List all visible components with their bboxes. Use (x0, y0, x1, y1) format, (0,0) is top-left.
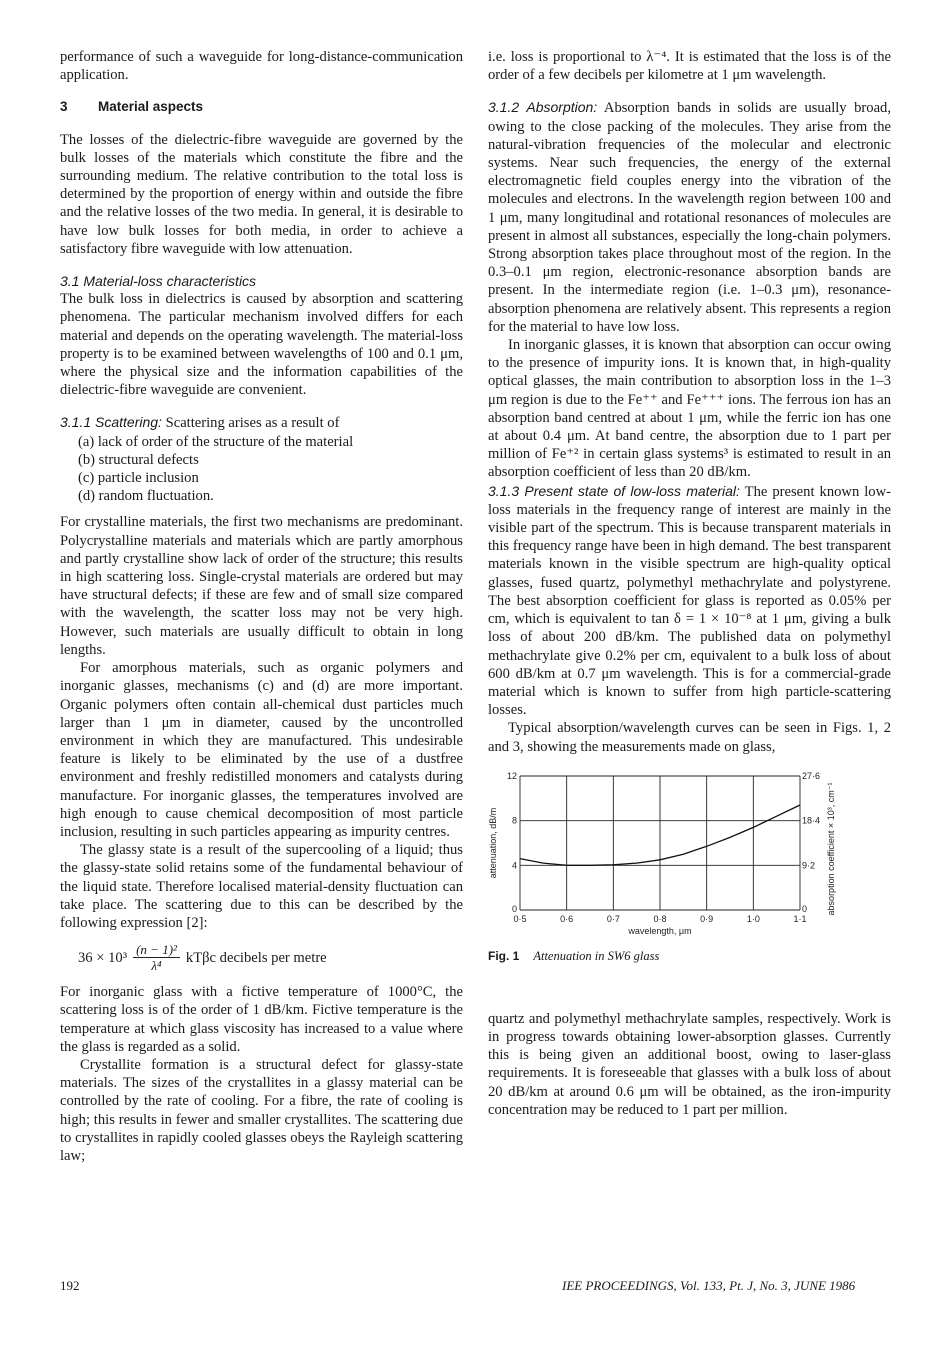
x-tick-label: 1·1 (793, 913, 807, 924)
scattering-intro-text: Scattering arises as a result of (161, 415, 340, 432)
list-item: (d) random fluctuation. (78, 488, 214, 505)
y-tick-label: 0 (511, 903, 517, 914)
y2-axis-label: absorption coefficient × 10³, cm⁻¹ (826, 782, 836, 916)
x-tick-label: 0·8 (653, 913, 667, 924)
section-3-heading (60, 98, 463, 116)
y-axis-label: attenuation, dB/m (488, 807, 498, 878)
typical-curves-paragraph: Typical absorption/wavelength curves can be seen in Figs. 1, 2 and 3, showing the measurements made on glass, (488, 720, 891, 755)
x-tick-label: 0·9 (700, 913, 714, 924)
absorption-text: Absorption bands in solids are usually broad, owing to the close packing of the molecules. They arise from the natural-vibration frequencies of the molecular and electronic systems. Near such frequencies, the energy of the external electromagnetic field couples energy into the vibration of the molecules and electrons. In the wavelength region between 100 and 1 μm, many longitudinal and rotational resonances of molecules are present in almost all substances, especially the long-chain polymers. Strong absorption takes place throughout most of the region. In the 0.3–0.1 μm region, electronic-resonance absorption bands are present. In the intermediate region (i.e. 1–0.3 μm), resonance-absorption phenomena are relatively absent. This represents a region for the material to have low loss. (488, 100, 892, 335)
section-3-paragraph: The losses of the dielectric-fibre waveguide are governed by the bulk losses of the materials which constitute the fibre and the surrounding medium. The relative contribution to the total loss is determined by the proportion of energy within and outside the fibre and the relative losses of the two media. In general, it is desirable to have low bulk losses for both media, in order to achieve a satisfactory fibre waveguide with low attenuation. (60, 131, 463, 257)
y2-tick-label: 18·4 (802, 815, 821, 826)
y-tick-label: 8 (511, 815, 517, 826)
section-number: 3 (60, 99, 68, 115)
figure-label: Fig. 1 (488, 948, 520, 963)
figure-1 (488, 762, 891, 1002)
x-axis-label: wavelength, μm (628, 925, 692, 936)
right-column (488, 48, 891, 1119)
subsection-3-1-paragraph: The bulk loss in dielectrics is caused by absorption and scattering phenomena. The particular mechanism involved differs for each material and depends on the operating wavelength. The material-loss property is to be examined between wavelengths of 100 and 0.1 μm, where the physical size and the information capabilities of the dielectric-fibre waveguide are convenient. (60, 291, 463, 399)
subsection-3-1-heading: 3.1 Material-loss characteristics (60, 273, 257, 290)
inorganic-glasses-paragraph: In inorganic glasses, it is known that absorption can occur owing to the presence of impurity ions. It is known that, in high-quality optical glasses, the main contribution to absorption loss in the 1–3 μm region is due to the Fe⁺⁺ and Fe⁺⁺⁺ ions. The ferrous ion has an absorption band centred at about 1 μm, while the ferric ion has one at about 0.4 μm. At band centre, the absorption due to 1 part per million of Fe⁺² in certain glass systems³ is estimated to result in an absorption coefficient of less than 20 dB/km. (488, 337, 891, 481)
formula-denominator: λ⁴ (151, 958, 162, 974)
crystalline-paragraph: For crystalline materials, the first two mechanisms are predominant. Polycrystalline materials and materials which are partly amorphous and partly crystalline show lack of order of the structure; this results in high scattering loss. Single-crystal materials are ordered but may have structural defects; if these are few and of small size compared with the wavelength, the scatter loss may not be very high. However, such materials are usually difficult to obtain in long lengths. (60, 514, 463, 658)
x-tick-label: 0·6 (560, 913, 574, 924)
section-title: Material aspects (98, 99, 204, 115)
y2-tick-label: 0 (802, 903, 808, 914)
y2-tick-label: 9·2 (802, 860, 816, 871)
left-column (60, 48, 463, 1165)
y-tick-label: 4 (511, 860, 517, 871)
scattering-paragraph (60, 413, 463, 432)
list-item: (c) particle inclusion (78, 470, 199, 487)
page-number: 192 (60, 1278, 80, 1293)
subsection-3-1-3-heading: 3.1.3 Present state of low-loss material: (488, 482, 740, 499)
y2-tick-label: 27·6 (802, 770, 821, 781)
amorphous-paragraph: For amorphous materials, such as organic polymers and inorganic glasses, mechanisms (c) and (d) are more important. Organic polymers often contain all-chemical dust particles much larger than 1 μm in diameter, caused by the uncontrolled environment in which they are manufactured. This undesirable feature is likely to be eliminated by the use of a dustfree environment and freshly redistilled monomers and catalysts during manufacture. For inorganic glasses, the temperatures involved are high enough to cause chemical decomposition of most particle inclusion, resulting in such particles appearing as impurity centres. (60, 660, 463, 840)
list-item: (b) structural defects (78, 451, 199, 468)
present-state-paragraph (488, 482, 891, 720)
scattering-formula (78, 942, 463, 973)
crystallite-paragraph: Crystallite formation is a structural defect for glassy-state materials. The sizes of the crystallites in a glassy material can be controlled by the rate of cooling. For a fibre, the rate of cooling is high; this results in fewer and smaller crystallites. The scattering due to crystallites in rapidly cooled glasses obeys the Rayleigh scattering law; (60, 1056, 463, 1164)
formula-numerator: (n − 1)² (133, 942, 180, 958)
continuation-paragraph: i.e. loss is proportional to λ⁻⁴. It is estimated that the loss is of the order of a few decibels per kilometre at 1 μm wavelength. (488, 49, 891, 84)
list-item: (a) lack of order of the structure of the material (78, 433, 354, 450)
figure-caption-text: Attenuation in SW6 glass (533, 948, 660, 963)
formula-suffix: kTβc decibels per metre (185, 949, 327, 966)
absorption-paragraph (488, 98, 891, 336)
scattering-list (60, 433, 463, 506)
attenuation-chart (488, 762, 891, 942)
intro-paragraph: performance of such a waveguide for long-distance-communication application. (60, 49, 463, 84)
formula-fraction (133, 942, 180, 973)
after-figure-paragraph: quartz and polymethyl methachrylate samples, respectively. Work is in progress towards obtaining lower-absorption glasses. Currently this is being given an additional boost, owing to laser-glass requirements. It is foreseeable that glasses with a bulk loss of about 20 dB/km at around 0.6 μm will be obtained, as the iron-impurity concentration may be reduced to 1 part per million. (488, 1010, 891, 1118)
subsection-3-1-2-heading: 3.1.2 Absorption: (488, 99, 598, 116)
glassy-paragraph: The glassy state is a result of the supercooling of a liquid; thus the glassy-state solid retains some of the fundamental behaviour of the liquid state. Therefore localised material-density fluctuation can take place. The scattering due to this can be described by the following expression [2]: (60, 842, 463, 931)
fictive-paragraph: For inorganic glass with a fictive temperature of 1000°C, the scattering loss is of the order of 1 dB/km. Fictive temperature is the temperature at which glass viscosity has increased to a value where the glass is regarded as a solid. (60, 984, 463, 1055)
journal-footer: IEE PROCEEDINGS, Vol. 133, Pt. J, No. 3, JUNE 1986 (562, 1278, 856, 1293)
x-tick-label: 0·7 (606, 913, 620, 924)
x-tick-label: 1·0 (746, 913, 760, 924)
y-tick-label: 12 (506, 770, 517, 781)
present-state-text: The present known low-loss materials in the frequency range of interest are mainly in the visible part of the spectrum. This is because transparent materials in this frequency range have been in high demand. The best transparent materials known in the visible spectrum are high-quality optical glasses, fused quartz, polymethyl methachrylate and polystyrene. The best absorption coefficient for glass is reported as 0.05% per cm, which is equivalent to tan δ = 1 × 10⁻⁸ at 1 μm, giving a bulk loss of about 200 dB/km. The published data on polymethyl methachrylate give 0.2% per cm, equivalent to a bulk loss of about 600 dB/km at 0.7 μm wavelength. This is for a commercial-grade material which is known to suffer from high particle-scattering losses. (488, 483, 892, 719)
subsection-3-1-1-heading: 3.1.1 Scattering: (60, 414, 162, 431)
formula-prefix: 36 × 10³ (78, 949, 128, 966)
x-tick-label: 0·5 (513, 913, 527, 924)
figure-caption (488, 947, 891, 965)
